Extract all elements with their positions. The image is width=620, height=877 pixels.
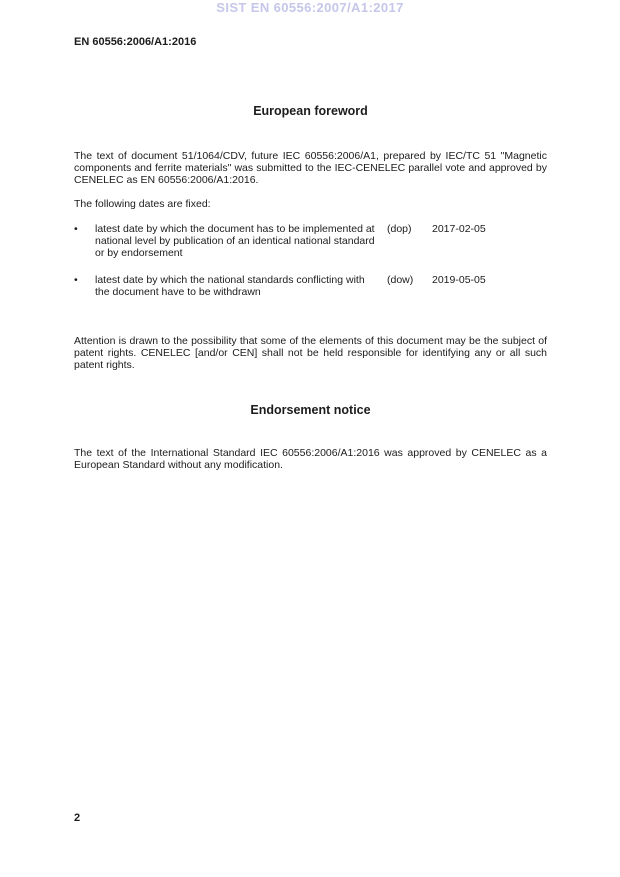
date-item-text: latest date by which the national standards conflicting with the document have to be withdrawn — [95, 274, 365, 298]
foreword-intro-paragraph: The text of document 51/1064/CDV, future IEC 60556:2006/A1, prepared by IEC/TC 51 "Magnetic components and ferrite materials" was submitted to the IEC-CENELEC parallel vote and approved by CENELEC as EN 60556:2006/A1:2016. — [74, 150, 547, 186]
foreword-title: European foreword — [253, 104, 368, 118]
date-value: 2019-05-05 — [432, 274, 486, 286]
endorsement-paragraph: The text of the International Standard IEC 60556:2006/A1:2016 was approved by CENELEC as a European Standard without any modification. — [74, 447, 547, 471]
bullet-icon: • — [74, 223, 78, 235]
dates-list — [74, 223, 547, 313]
watermark: SIST EN 60556:2007/A1:2017 — [216, 0, 404, 15]
date-item-dow — [74, 274, 547, 298]
date-item-dop — [74, 223, 547, 259]
date-value: 2017-02-05 — [432, 223, 486, 235]
date-abbreviation: (dow) — [387, 274, 414, 286]
document-reference: EN 60556:2006/A1:2016 — [74, 36, 197, 48]
date-item-text: latest date by which the document has to be implemented at national level by publication of an identical national standard or by endorsement — [95, 223, 375, 259]
endorsement-title: Endorsement notice — [250, 403, 371, 417]
bullet-icon: • — [74, 274, 78, 286]
page-number: 2 — [74, 812, 81, 824]
dates-intro: The following dates are fixed: — [74, 198, 211, 210]
patent-note-paragraph: Attention is drawn to the possibility that some of the elements of this document may be the subject of patent rights. CENELEC [and/or CEN] shall not be held responsible for identifying any or all such patent rights. — [74, 335, 547, 371]
date-abbreviation: (dop) — [387, 223, 412, 235]
